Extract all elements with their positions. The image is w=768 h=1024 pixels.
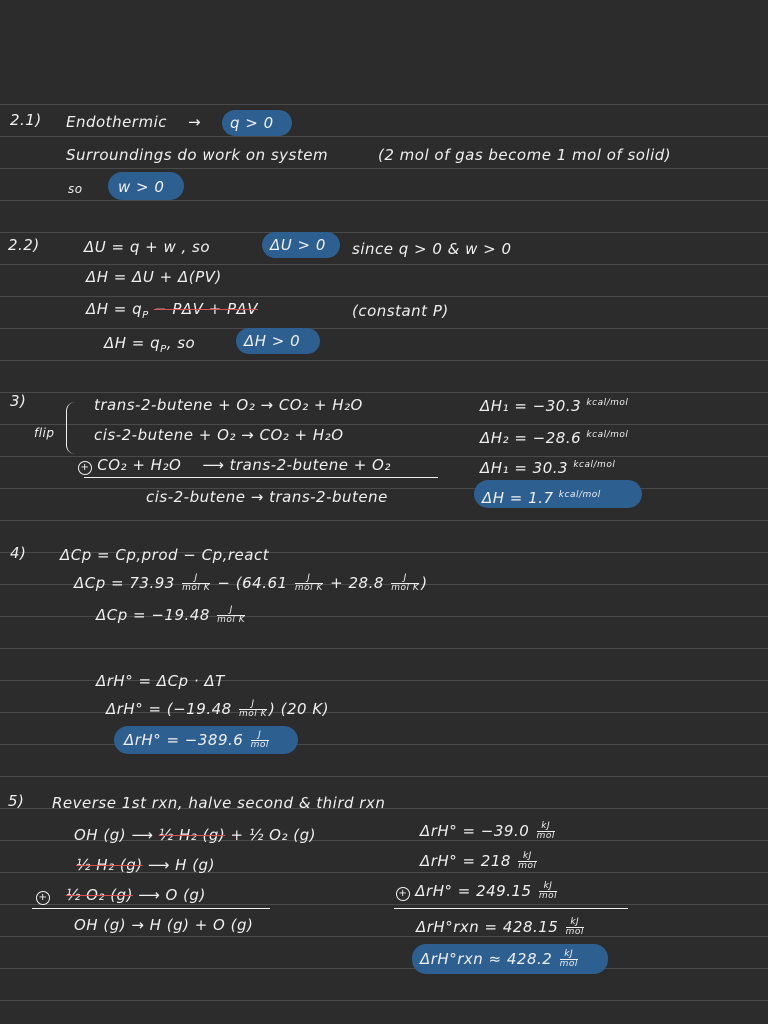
reaction-2: cis-2-butene + O₂ → CO₂ + H₂O bbox=[94, 426, 344, 444]
problem-number: 5) bbox=[8, 792, 25, 810]
enthalpy-2: ΔrH° = 218 $\frac{kJ}{\text{mol}}$ bbox=[420, 851, 537, 871]
sum-line bbox=[32, 908, 270, 909]
q-result: q > 0 bbox=[230, 114, 274, 132]
net-reaction: cis-2-butene → trans-2-butene bbox=[146, 488, 388, 506]
delta-u-result: ΔU > 0 bbox=[270, 236, 326, 254]
problem-number: 2.2) bbox=[8, 236, 40, 254]
w-result: w > 0 bbox=[118, 178, 165, 196]
enthalpy-3: ΔH₁ = 30.3 $^{kcal/mol}$ bbox=[480, 459, 616, 477]
sum-line bbox=[394, 908, 628, 909]
delta-u-eq: ΔU = q + w , so bbox=[84, 238, 211, 256]
problem-number: 3) bbox=[10, 392, 27, 410]
net-reaction: OH (g) → H (g) + O (g) bbox=[74, 916, 254, 934]
reaction-1: trans-2-butene + O₂ → CO₂ + H₂O bbox=[94, 396, 363, 414]
delta-h-def: ΔH = ΔU + Δ(PV) bbox=[86, 268, 222, 286]
surroundings-text: Surroundings do work on system bbox=[66, 146, 329, 164]
delta-cp-result: ΔCp = −19.48 $\frac{J}{\text{mol K}}$ bbox=[96, 605, 246, 625]
delta-h-expand: $\Delta H = q_P - P\Delta V + P\Delta V$ bbox=[86, 300, 259, 321]
enthalpy-2: ΔH₂ = −28.6 $^{kcal/mol}$ bbox=[480, 429, 629, 447]
enthalpy-1: ΔrH° = −39.0 $\frac{kJ}{\text{mol}}$ bbox=[420, 821, 555, 841]
step-2: ½ H₂ (g) ⟶ H (g) bbox=[76, 856, 215, 874]
instruction: Reverse 1st rxn, halve second & third rxn bbox=[52, 794, 386, 812]
reaction-3: + CO₂ + H₂O ⟶ trans-2-butene + O₂ bbox=[78, 456, 391, 475]
problem-number: 2.1) bbox=[10, 111, 42, 129]
since-condition: since q > 0 & w > 0 bbox=[352, 240, 512, 258]
delta-cp-def: ΔCp = Cp,prod − Cp,react bbox=[60, 546, 270, 564]
endothermic-label: Endothermic bbox=[66, 113, 167, 131]
constant-p-note: (constant P) bbox=[352, 302, 449, 320]
delta-h-qp: $\Delta H = q_P$, so bbox=[104, 334, 196, 355]
step-3: + ½ O₂ (g) ⟶ O (g) bbox=[36, 886, 206, 905]
delta-rh-result: ΔrH° = −389.6 $\frac{J}{\text{mol}}$ bbox=[124, 730, 269, 750]
plus-circle-icon: + bbox=[36, 891, 50, 905]
delta-h-result: ΔH > 0 bbox=[244, 332, 301, 350]
delta-cp-values: ΔCp = 73.93 $\frac{J}{\text{mol K}}$ − (64.61 $\frac{J}{\text{mol K}}$ + 28.8 $\frac{J}{\text{mol K}}$ ) bbox=[74, 573, 428, 593]
arrow: → bbox=[188, 113, 202, 131]
plus-circle-icon: + bbox=[78, 461, 92, 475]
flip-label: flip bbox=[34, 426, 55, 440]
delta-rh-def: ΔrH° = ΔCp · ΔT bbox=[96, 672, 225, 690]
enthalpy-result: ΔH = 1.7 $^{kcal/mol}$ bbox=[482, 489, 601, 507]
plus-circle-icon: + bbox=[396, 887, 410, 901]
problem-number: 4) bbox=[10, 544, 27, 562]
delta-rh-values: ΔrH° = (−19.48 $\frac{J}{\text{mol K}}$ ) (20 K) bbox=[106, 699, 330, 719]
sum-line bbox=[84, 477, 438, 478]
enthalpy-sum: ΔrH°rxn = 428.15 $\frac{kJ}{\text{mol}}$ bbox=[416, 917, 584, 937]
enthalpy-3: + ΔrH° = 249.15 $\frac{kJ}{\text{mol}}$ bbox=[396, 882, 559, 901]
brace bbox=[66, 402, 75, 454]
mol-note: (2 mol of gas become 1 mol of solid) bbox=[378, 146, 672, 164]
enthalpy-1: ΔH₁ = −30.3 $^{kcal/mol}$ bbox=[480, 397, 629, 415]
so-label: so bbox=[68, 182, 83, 196]
enthalpy-result: ΔrH°rxn ≈ 428.2 $\frac{kJ}{\text{mol}}$ bbox=[420, 949, 578, 969]
step-1: OH (g) ⟶ ½ H₂ (g) + ½ O₂ (g) bbox=[74, 826, 316, 844]
